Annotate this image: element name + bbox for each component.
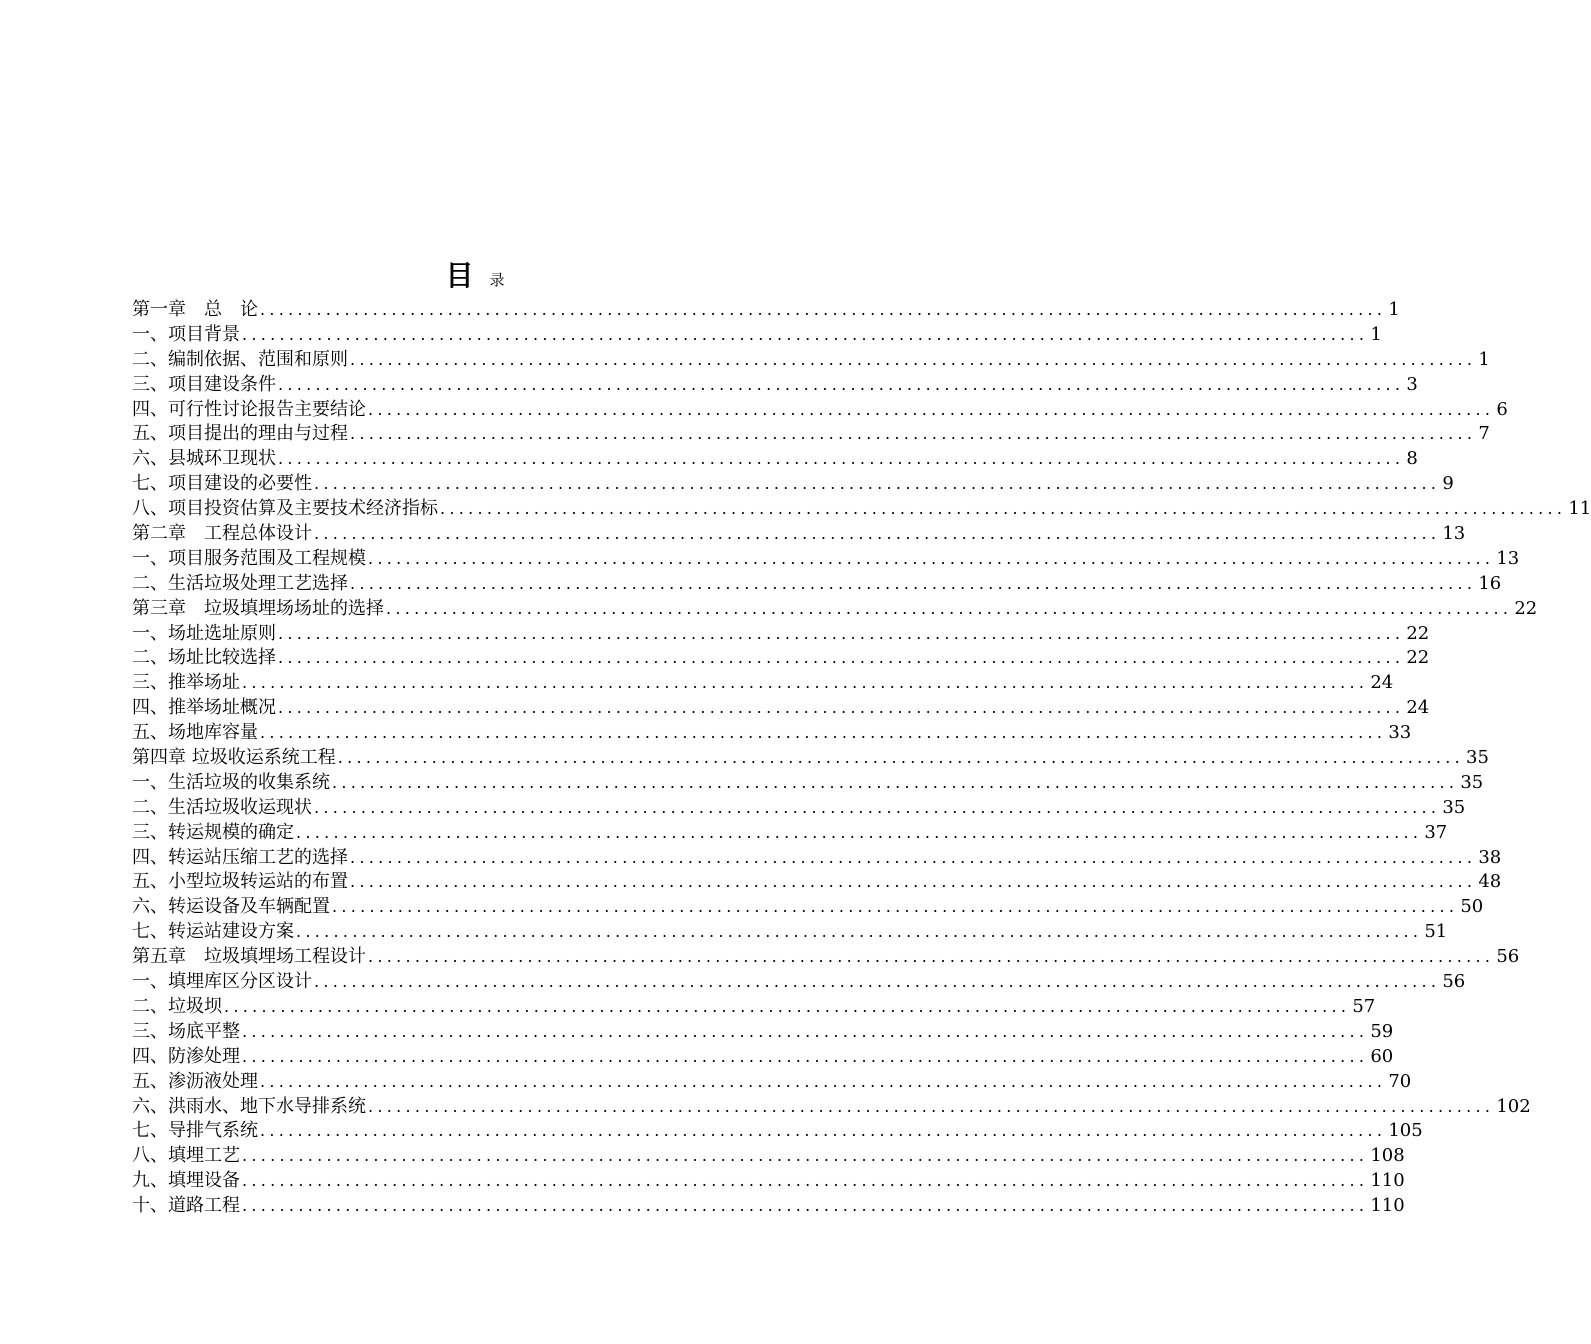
toc-entry[interactable] bbox=[132, 771, 1484, 796]
toc-dot-leader: ........................................................................................................................ bbox=[350, 847, 1477, 867]
toc-page-number: 110 bbox=[1370, 1170, 1405, 1192]
toc-entry-title: 四、防渗处理 bbox=[132, 1045, 240, 1067]
toc-entry[interactable] bbox=[132, 846, 1502, 871]
toc-entry[interactable] bbox=[132, 646, 1430, 671]
toc-page-number: 102 bbox=[1496, 1095, 1531, 1117]
toc-dot-leader: ........................................................................................................................ bbox=[350, 573, 1477, 593]
toc-entry-title: 二、编制依据、范围和原则 bbox=[132, 348, 348, 370]
toc-entry[interactable] bbox=[132, 348, 1490, 373]
toc-page-number: 33 bbox=[1388, 722, 1412, 744]
toc-page-number: 57 bbox=[1352, 995, 1376, 1017]
toc-entry[interactable] bbox=[132, 522, 1466, 547]
toc-dot-leader: ........................................................................................................................ bbox=[242, 1021, 1369, 1041]
toc-page-number: 1 bbox=[1370, 323, 1382, 345]
toc-entry[interactable] bbox=[132, 870, 1502, 895]
toc-entry-title: 一、场址选址原则 bbox=[132, 622, 276, 644]
toc-entry[interactable] bbox=[132, 696, 1430, 721]
toc-page-number: 50 bbox=[1460, 896, 1484, 918]
toc-list bbox=[132, 298, 1591, 1219]
toc-dot-leader: ........................................................................................................................ bbox=[314, 474, 1441, 494]
toc-dot-leader: ........................................................................................................................ bbox=[242, 673, 1369, 693]
toc-dot-leader: ........................................................................................................................ bbox=[386, 598, 1513, 618]
toc-dot-leader: ........................................................................................................................ bbox=[314, 972, 1441, 992]
toc-heading bbox=[0, 254, 950, 294]
toc-entry[interactable] bbox=[132, 1045, 1394, 1070]
toc-entry[interactable] bbox=[132, 472, 1454, 497]
toc-entry[interactable] bbox=[132, 597, 1538, 622]
toc-dot-leader: ........................................................................................................................ bbox=[242, 1146, 1369, 1166]
toc-entry-title: 第三章 垃圾填埋场场址的选择 bbox=[132, 597, 384, 619]
toc-page-number: 24 bbox=[1406, 697, 1430, 719]
toc-dot-leader: ........................................................................................................................ bbox=[278, 648, 1405, 668]
toc-page-number: 110 bbox=[1370, 1195, 1405, 1217]
toc-dot-leader: ........................................................................................................................ bbox=[278, 698, 1405, 718]
toc-page-number: 13 bbox=[1442, 523, 1466, 545]
toc-dot-leader: ........................................................................................................................ bbox=[260, 723, 1387, 743]
toc-dot-leader: ........................................................................................................................ bbox=[368, 548, 1495, 568]
toc-entry[interactable] bbox=[132, 995, 1376, 1020]
toc-dot-leader: ........................................................................................................................ bbox=[350, 349, 1477, 369]
toc-entry[interactable] bbox=[132, 945, 1520, 970]
toc-dot-leader: ........................................................................................................................ bbox=[440, 499, 1567, 519]
toc-entry[interactable] bbox=[132, 746, 1489, 771]
toc-entry-title: 六、转运设备及车辆配置 bbox=[132, 896, 330, 918]
toc-entry[interactable] bbox=[132, 1119, 1423, 1144]
toc-dot-leader: ........................................................................................................................ bbox=[368, 399, 1495, 419]
toc-page-number: 51 bbox=[1424, 921, 1448, 943]
toc-entry[interactable] bbox=[132, 1144, 1405, 1169]
toc-entry-title: 一、项目背景 bbox=[132, 323, 240, 345]
toc-dot-leader: ........................................................................................................................ bbox=[337, 748, 1465, 768]
toc-entry[interactable] bbox=[132, 447, 1418, 472]
toc-entry[interactable] bbox=[132, 796, 1466, 821]
toc-entry-title: 四、推举场址概况 bbox=[132, 697, 276, 719]
toc-entry-title: 五、场地库容量 bbox=[132, 722, 258, 744]
toc-dot-leader: ........................................................................................................................ bbox=[278, 623, 1405, 643]
toc-entry[interactable] bbox=[132, 1070, 1412, 1095]
toc-heading-main: 目 bbox=[445, 259, 476, 292]
toc-entry[interactable] bbox=[132, 895, 1484, 920]
toc-page-number: 3 bbox=[1406, 373, 1418, 395]
toc-entry[interactable] bbox=[132, 398, 1508, 423]
toc-entry[interactable] bbox=[132, 920, 1448, 945]
toc-dot-leader: ........................................................................................................................ bbox=[314, 524, 1441, 544]
toc-entry-title: 十、道路工程 bbox=[132, 1195, 240, 1217]
toc-page-number: 13 bbox=[1496, 547, 1520, 569]
toc-entry-title: 二、场址比较选择 bbox=[132, 647, 276, 669]
toc-dot-leader: ........................................................................................................................ bbox=[332, 772, 1459, 792]
toc-page-number: 24 bbox=[1370, 672, 1394, 694]
toc-page-number: 22 bbox=[1406, 647, 1430, 669]
toc-dot-leader: ........................................................................................................................ bbox=[296, 822, 1423, 842]
toc-entry[interactable] bbox=[132, 497, 1591, 522]
toc-dot-leader: ........................................................................................................................ bbox=[296, 922, 1423, 942]
toc-entry-title: 一、项目服务范围及工程规模 bbox=[132, 547, 366, 569]
toc-dot-leader: ........................................................................................................................ bbox=[368, 1096, 1495, 1116]
toc-dot-leader: ........................................................................................................................ bbox=[242, 1171, 1369, 1191]
toc-entry-title: 八、项目投资估算及主要技术经济指标 bbox=[132, 498, 438, 520]
toc-page-number: 22 bbox=[1514, 597, 1538, 619]
toc-page-number: 105 bbox=[1388, 1120, 1423, 1142]
toc-entry-title: 第一章 总 论 bbox=[132, 299, 258, 320]
toc-entry[interactable] bbox=[132, 1194, 1405, 1219]
toc-dot-leader: ........................................................................................................................ bbox=[260, 1121, 1387, 1141]
toc-page-number: 9 bbox=[1442, 473, 1454, 495]
toc-entry-title: 四、可行性讨论报告主要结论 bbox=[132, 398, 366, 420]
toc-page-number: 108 bbox=[1370, 1145, 1405, 1167]
toc-dot-leader: ........................................................................................................................ bbox=[260, 1071, 1387, 1091]
toc-entry[interactable] bbox=[132, 572, 1502, 597]
toc-page-number: 7 bbox=[1478, 423, 1490, 445]
toc-entry-title: 六、县城环卫现状 bbox=[132, 448, 276, 470]
toc-entry[interactable] bbox=[132, 1169, 1405, 1194]
toc-dot-leader: ........................................................................................................................ bbox=[224, 996, 1351, 1016]
toc-entry[interactable] bbox=[132, 373, 1418, 398]
toc-page-number: 1 bbox=[1388, 299, 1400, 320]
toc-entry-title: 三、项目建设条件 bbox=[132, 373, 276, 395]
toc-entry[interactable] bbox=[132, 547, 1520, 572]
toc-entry-title: 第五章 垃圾填埋场工程设计 bbox=[132, 946, 366, 968]
toc-page-number: 1 bbox=[1478, 348, 1490, 370]
toc-page-number: 35 bbox=[1460, 771, 1484, 793]
toc-entry-title: 第二章 工程总体设计 bbox=[132, 523, 312, 545]
toc-dot-leader: ........................................................................................................................ bbox=[278, 374, 1405, 394]
toc-entry[interactable] bbox=[132, 721, 1412, 746]
toc-entry-title: 二、生活垃圾处理工艺选择 bbox=[132, 572, 348, 594]
toc-page-number: 6 bbox=[1496, 398, 1508, 420]
toc-dot-leader: ........................................................................................................................ bbox=[332, 897, 1459, 917]
toc-page-number: 11 bbox=[1568, 498, 1591, 520]
toc-entry-title: 四、转运站压缩工艺的选择 bbox=[132, 846, 348, 868]
toc-entry[interactable] bbox=[132, 970, 1466, 995]
toc-page-number: 59 bbox=[1370, 1020, 1394, 1042]
toc-entry[interactable] bbox=[132, 1020, 1394, 1045]
toc-page-number: 35 bbox=[1466, 747, 1489, 769]
toc-entry[interactable] bbox=[132, 1095, 1531, 1120]
toc-page-number: 60 bbox=[1370, 1045, 1394, 1067]
toc-entry-title: 三、转运规模的确定 bbox=[132, 821, 294, 843]
toc-dot-leader: ........................................................................................................................ bbox=[242, 324, 1369, 344]
toc-entry-title: 五、渗沥液处理 bbox=[132, 1070, 258, 1092]
toc-entry-title: 五、项目提出的理由与过程 bbox=[132, 423, 348, 445]
toc-entry[interactable] bbox=[132, 298, 1400, 323]
toc-page-number: 56 bbox=[1496, 946, 1520, 968]
toc-page-number: 22 bbox=[1406, 622, 1430, 644]
toc-entry-title: 三、场底平整 bbox=[132, 1020, 240, 1042]
toc-entry-title: 七、转运站建设方案 bbox=[132, 921, 294, 943]
toc-page-number: 35 bbox=[1442, 796, 1466, 818]
toc-entry-title: 二、垃圾坝 bbox=[132, 995, 222, 1017]
toc-entry-title: 一、填埋库区分区设计 bbox=[132, 971, 312, 993]
toc-entry-title: 九、填埋设备 bbox=[132, 1170, 240, 1192]
toc-dot-leader: ........................................................................................................................ bbox=[350, 872, 1477, 892]
toc-entry[interactable] bbox=[132, 671, 1394, 696]
toc-page-number: 8 bbox=[1406, 448, 1418, 470]
toc-entry-title: 六、洪雨水、地下水导排系统 bbox=[132, 1095, 366, 1117]
toc-page-number: 37 bbox=[1424, 821, 1448, 843]
toc-heading-sub: 录 bbox=[489, 271, 505, 289]
toc-dot-leader: ........................................................................................................................ bbox=[242, 1196, 1369, 1216]
toc-entry[interactable] bbox=[132, 821, 1448, 846]
toc-dot-leader: ........................................................................................................................ bbox=[242, 1046, 1369, 1066]
toc-dot-leader: ........................................................................................................................ bbox=[368, 947, 1495, 967]
toc-entry-title: 三、推举场址 bbox=[132, 672, 240, 694]
toc-entry[interactable] bbox=[132, 422, 1490, 447]
toc-dot-leader: ........................................................................................................................ bbox=[314, 797, 1441, 817]
toc-page-number: 56 bbox=[1442, 971, 1466, 993]
toc-dot-leader: ........................................................................................................................ bbox=[260, 300, 1387, 319]
toc-entry-title: 五、小型垃圾转运站的布置 bbox=[132, 871, 348, 893]
toc-page-number: 16 bbox=[1478, 572, 1502, 594]
toc-dot-leader: ........................................................................................................................ bbox=[350, 424, 1477, 444]
toc-entry-title: 一、生活垃圾的收集系统 bbox=[132, 771, 330, 793]
toc-entry-title: 八、填埋工艺 bbox=[132, 1145, 240, 1167]
toc-entry-title: 七、项目建设的必要性 bbox=[132, 473, 312, 495]
toc-page-number: 70 bbox=[1388, 1070, 1412, 1092]
toc-entry[interactable] bbox=[132, 622, 1430, 647]
toc-page-number: 48 bbox=[1478, 871, 1502, 893]
toc-entry[interactable] bbox=[132, 323, 1382, 348]
toc-entry-title: 二、生活垃圾收运现状 bbox=[132, 796, 312, 818]
toc-dot-leader: ........................................................................................................................ bbox=[278, 449, 1405, 469]
toc-page-number: 38 bbox=[1478, 846, 1502, 868]
toc-entry-title: 七、导排气系统 bbox=[132, 1120, 258, 1142]
toc-entry-title: 第四章 垃圾收运系统工程 bbox=[132, 747, 336, 769]
